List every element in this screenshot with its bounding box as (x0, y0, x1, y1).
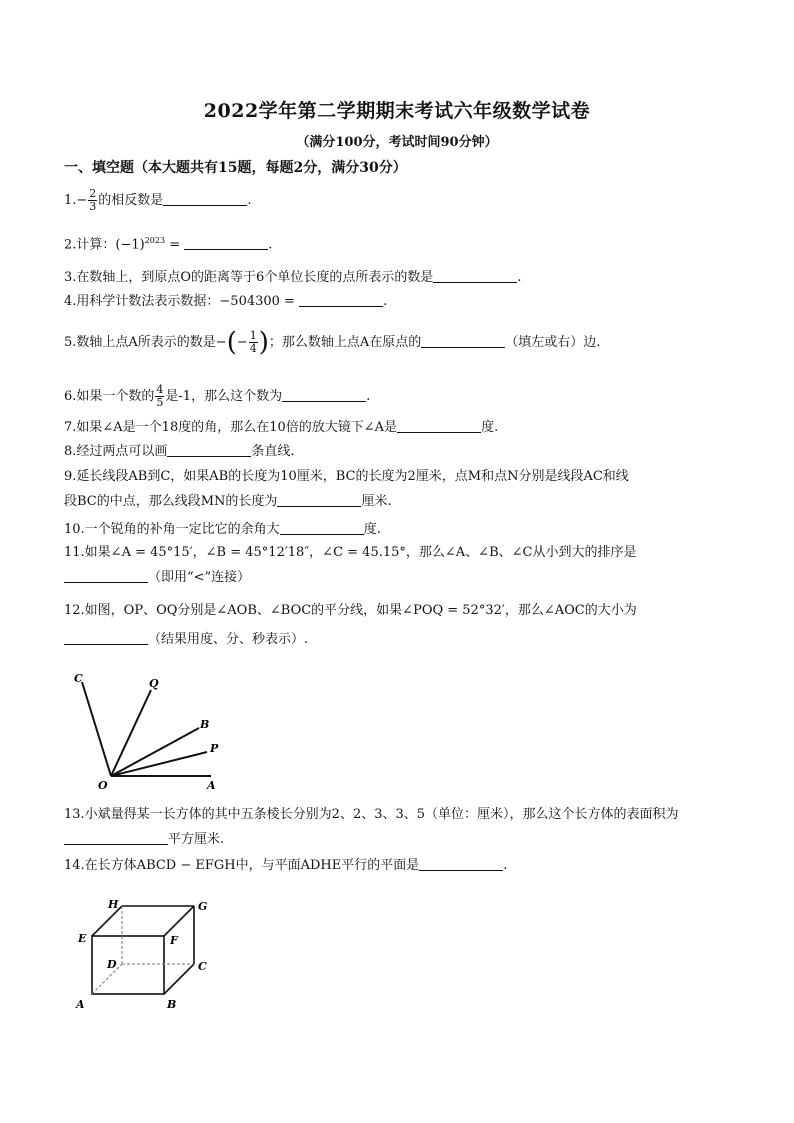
q12-suffix: （结果用度、分、秒表示）. (148, 632, 309, 647)
question-14: 14.在长方体ABCD − EFGH中，与平面ADHE平行的平面是 . (64, 858, 508, 873)
question-8 (64, 442, 295, 461)
answer-blank-1[interactable] (163, 191, 247, 206)
q5-numerator: 1 (249, 329, 257, 342)
q10-text: 10.一个锐角的补角一定比它的余角大 (64, 522, 280, 537)
q8-suffix: 条直线. (251, 444, 295, 459)
edge-FG (164, 906, 194, 936)
label-B: B (200, 718, 210, 731)
q2-prefix: 2.计算： (64, 237, 116, 253)
question-10 (64, 520, 381, 539)
answer-blank-12[interactable] (64, 630, 148, 645)
q5-inner-sign: − (236, 335, 248, 350)
q2-equals: = (165, 237, 181, 253)
q5-left-paren: ( (226, 327, 237, 358)
q7-suffix: 度. (481, 420, 499, 435)
edge-BC (164, 964, 194, 994)
answer-blank-3[interactable] (433, 268, 517, 283)
q9-line-2: 段BC的中点，那么线段MN的长度为 (64, 494, 278, 509)
ray-OQ (111, 690, 151, 776)
ray-OP (111, 752, 207, 776)
q4-text: 4.用科学计数法表示数据：−504300 = (64, 294, 295, 309)
page-title: 2022学年第二学期期末考试六年级数学试卷 (203, 100, 591, 122)
q6-prefix: 6.如果一个数的 (64, 389, 155, 404)
question-4: 4.用科学计数法表示数据：−504300 = . (64, 294, 388, 309)
question-3: 3.在数轴上，到原点O的距离等于6个单位长度的点所表示的数是 . (64, 270, 522, 285)
label-C: C (198, 960, 207, 973)
q13-suffix: 平方厘米. (168, 832, 225, 847)
answer-blank-11[interactable] (64, 568, 148, 583)
label-C: C (74, 672, 83, 685)
answer-blank-14[interactable] (419, 856, 503, 871)
label-D: D (107, 958, 117, 971)
answer-blank-5[interactable] (421, 333, 505, 348)
q3-text: 3.在数轴上，到原点O的距离等于6个单位长度的点所表示的数是 (64, 270, 434, 285)
q1-numerator: 2 (89, 187, 97, 200)
q5-prefix: 5.数轴上点A所表示的数是− (64, 335, 227, 350)
q1-fraction (88, 188, 97, 213)
answer-blank-2[interactable] (184, 235, 268, 250)
question-12 (64, 602, 637, 649)
answer-blank-6[interactable] (282, 387, 366, 402)
exam-info: （满分100分，考试时间90分钟） (296, 135, 498, 150)
q9-line-1: 9.延长线段AB到C，如果AB的长度为10厘米，BC的长度为2厘米，点M和点N分别是线段AC和线 (64, 469, 629, 484)
question-7 (64, 418, 498, 437)
question-13 (64, 806, 679, 849)
section-heading: 一、填空题（本大题共有15题，每题2分，满分30分） (64, 160, 407, 176)
question-5 (64, 327, 601, 358)
q5-right-paren: ) (258, 327, 269, 358)
answer-blank-9[interactable] (277, 492, 361, 507)
q8-text: 8.经过两点可以画 (64, 444, 168, 459)
q12-line-1: 12.如图，OP、OQ分别是∠AOB、∠BOC的平分线，如果∠POQ = 52°32′，那么∠AOC的大小为 (64, 603, 637, 618)
cuboid-figure (70, 896, 220, 1014)
label-E: E (78, 932, 87, 945)
answer-blank-7[interactable] (397, 418, 481, 433)
label-H: H (108, 898, 119, 911)
ray-OB (111, 728, 199, 776)
q5-suffix: （填左或右）边. (505, 335, 601, 350)
q2-expression: (−1) (115, 237, 145, 253)
q11-line-1: 11.如果∠A = 45°15′，∠B = 45°12′18″，∠C = 45.15°，那么∠A、∠B、∠C从小到大的排序是 (64, 545, 637, 560)
q7-text: 7.如果∠A是一个18度的角，那么在10倍的放大镜下∠A是 (64, 420, 398, 435)
ray-OC (82, 682, 111, 776)
q1-prefix: 1.− (64, 193, 88, 208)
label-F: F (170, 934, 178, 947)
q13-line-1: 13.小斌量得某一长方体的其中五条棱长分别为2、2、3、3、5（单位：厘米），那么这个长方体的表面积为 (64, 807, 679, 822)
question-1: 1.− $\frac{2}{3}$ 的相反数是 . (64, 187, 252, 213)
label-A: A (76, 998, 85, 1011)
label-B: B (167, 998, 177, 1011)
q9-suffix: 厘米. (361, 494, 392, 509)
label-G: G (198, 900, 208, 913)
answer-blank-4[interactable] (299, 292, 383, 307)
q2-exponent: 2023 (144, 236, 166, 245)
q5-mid: ；那么数轴上点A在原点的 (268, 335, 422, 350)
label-A: A (207, 779, 216, 792)
q1-text: 的相反数是 (98, 193, 164, 208)
angle-figure (66, 668, 226, 793)
answer-blank-13[interactable] (64, 830, 168, 845)
q14-text: 14.在长方体ABCD − EFGH中，与平面ADHE平行的平面是 (64, 858, 420, 873)
label-Q: Q (149, 677, 159, 690)
q11-suffix: （即用“<”连接） (148, 570, 251, 585)
front-face (92, 936, 164, 994)
q6-text: 是-1，那么这个数为 (165, 389, 283, 404)
q5-denominator: 4 (249, 342, 257, 355)
q1-denominator: 3 (89, 200, 97, 213)
q6-numerator: 4 (156, 383, 164, 396)
question-9 (64, 468, 629, 511)
q6-fraction (155, 384, 164, 409)
question-6: 6.如果一个数的 $\frac{4}{5}$ 是-1，那么这个数为 . (64, 383, 371, 409)
label-P: P (210, 742, 219, 755)
question-2: 2.计算：$(-1)^{2023}$ = . (64, 236, 273, 253)
question-11 (64, 544, 636, 587)
answer-blank-10[interactable] (280, 520, 364, 535)
q6-denominator: 5 (156, 396, 164, 409)
label-O: O (98, 779, 108, 792)
q5-fraction (249, 330, 258, 355)
q10-suffix: 度. (363, 522, 381, 537)
answer-blank-8[interactable] (167, 442, 251, 457)
